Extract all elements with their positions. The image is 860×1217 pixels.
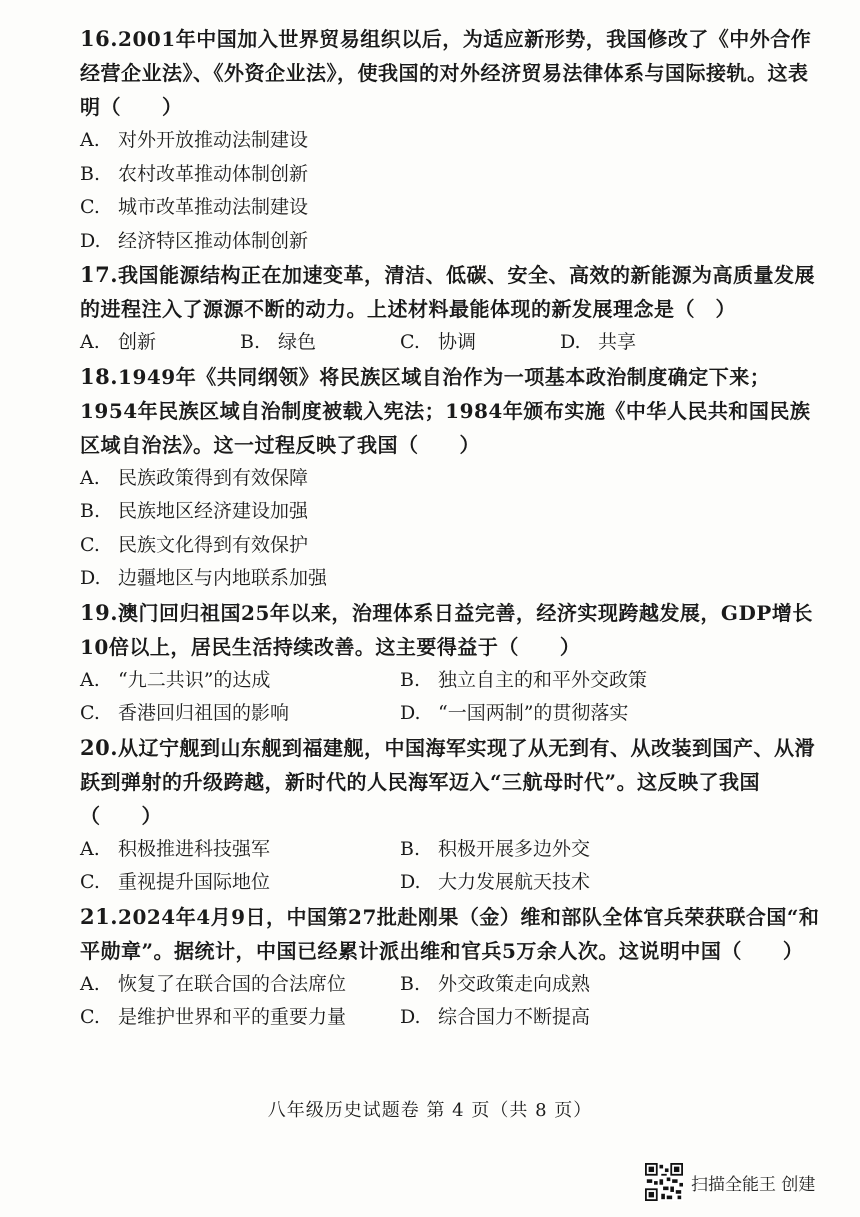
- question-number: 20.: [80, 734, 119, 760]
- question-stem: 从辽宁舰到山东舰到福建舰，中国海军实现了从无到有、从改装到国产、从滑跃到弹射的升级跨越，新时代的人民海军迈入“三航母时代”。这反映了我国（ ）: [80, 735, 816, 828]
- option-b: B. 积极开展多边外交: [400, 837, 591, 860]
- question-17: [80, 258, 820, 360]
- option-c: C. 城市改革推动法制建设: [80, 196, 309, 218]
- question-number: 21.: [80, 903, 119, 929]
- option-c: C. 香港回归祖国的影响: [80, 702, 290, 724]
- option-b: B. 民族地区经济建设加强: [80, 500, 309, 522]
- scanner-watermark: [645, 1162, 815, 1202]
- option-a: A. 恢复了在联合国的合法席位: [80, 972, 347, 995]
- option-d: D. 综合国力不断提高: [400, 1006, 591, 1028]
- question-18: [80, 360, 820, 596]
- page-footer: 八年级历史试题卷 第 4 页（共 8 页）: [267, 1100, 593, 1121]
- options-row: [80, 697, 820, 731]
- option-c: C. 民族文化得到有效保护: [80, 533, 309, 556]
- option-a: A. 民族政策得到有效保障: [80, 466, 309, 489]
- options-row: [80, 968, 820, 1002]
- exam-page: [80, 22, 820, 1035]
- options-row: [80, 664, 820, 698]
- options-row: [80, 866, 820, 900]
- option-d: D. 边疆地区与内地联系加强: [80, 567, 328, 589]
- option-d: D. 经济特区推动体制创新: [80, 229, 309, 252]
- watermark-text: 扫描全能王 创建: [691, 1174, 816, 1195]
- option-c: C. 是维护世界和平的重要力量: [80, 1006, 347, 1028]
- question-number: 19.: [80, 599, 119, 625]
- question-number: 17.: [80, 262, 119, 287]
- options-row: [80, 326, 820, 360]
- question-stem: 2024年4月9日，中国第27批赴刚果（金）维和部队全体官兵荣获联合国“和平勋章”。据统计，中国已经累计派出维和官兵5万余人次。这说明中国（ ）: [80, 904, 820, 963]
- question-stem: 我国能源结构正在加速变革，清洁、低碳、安全、高效的新能源为高质量发展的进程注入了源源不断的动力。上述材料最能体现的新发展理念是（ ）: [80, 263, 816, 321]
- option-a: A. 创新: [80, 331, 157, 353]
- option-a: A. 积极推进科技强军: [80, 837, 271, 860]
- option-a: A. “九二共识”的达成: [80, 668, 271, 691]
- question-number: 16.: [80, 26, 119, 51]
- qr-code-icon: [645, 1163, 683, 1201]
- option-c: C. 协调: [400, 331, 477, 353]
- option-d: D. 共享: [560, 331, 637, 353]
- question-stem: 2001年中国加入世界贸易组织以后，为适应新形势，我国修改了《中外合作经营企业法》、《外资企业法》，使我国的对外经济贸易法律体系与国际接轨。这表明（ ）: [80, 27, 812, 119]
- question-stem: 1949年《共同纲领》将民族区域自治作为一项基本政治制度确定下来；1954年民族区域自治制度被载入宪法；1984年颁布实施《中华人民共和国民族区域自治法》。这一过程反映了我国（ ）: [80, 364, 811, 457]
- option-b: B. 绿色: [240, 331, 317, 353]
- question-16: [80, 22, 820, 258]
- question-stem: 澳门回归祖国25年以来，治理体系日益完善，经济实现跨越发展，GDP增长10倍以上，居民生活持续改善。这主要得益于（ ）: [80, 600, 813, 659]
- options-row: [80, 1001, 820, 1035]
- options-row: [80, 833, 820, 867]
- option-c: C. 重视提升国际地位: [80, 871, 271, 893]
- question-19: [80, 596, 820, 731]
- question-21: [80, 900, 820, 1035]
- option-a: A. 对外开放推动法制建设: [80, 129, 309, 151]
- option-b: B. 独立自主的和平外交政策: [400, 668, 648, 691]
- option-d: D. 大力发展航天技术: [400, 871, 591, 893]
- option-d: D. “一国两制”的贯彻落实: [400, 702, 629, 724]
- option-b: B. 农村改革推动体制创新: [80, 162, 309, 185]
- question-20: [80, 731, 820, 900]
- option-b: B. 外交政策走向成熟: [400, 972, 591, 995]
- question-number: 18.: [80, 363, 119, 389]
